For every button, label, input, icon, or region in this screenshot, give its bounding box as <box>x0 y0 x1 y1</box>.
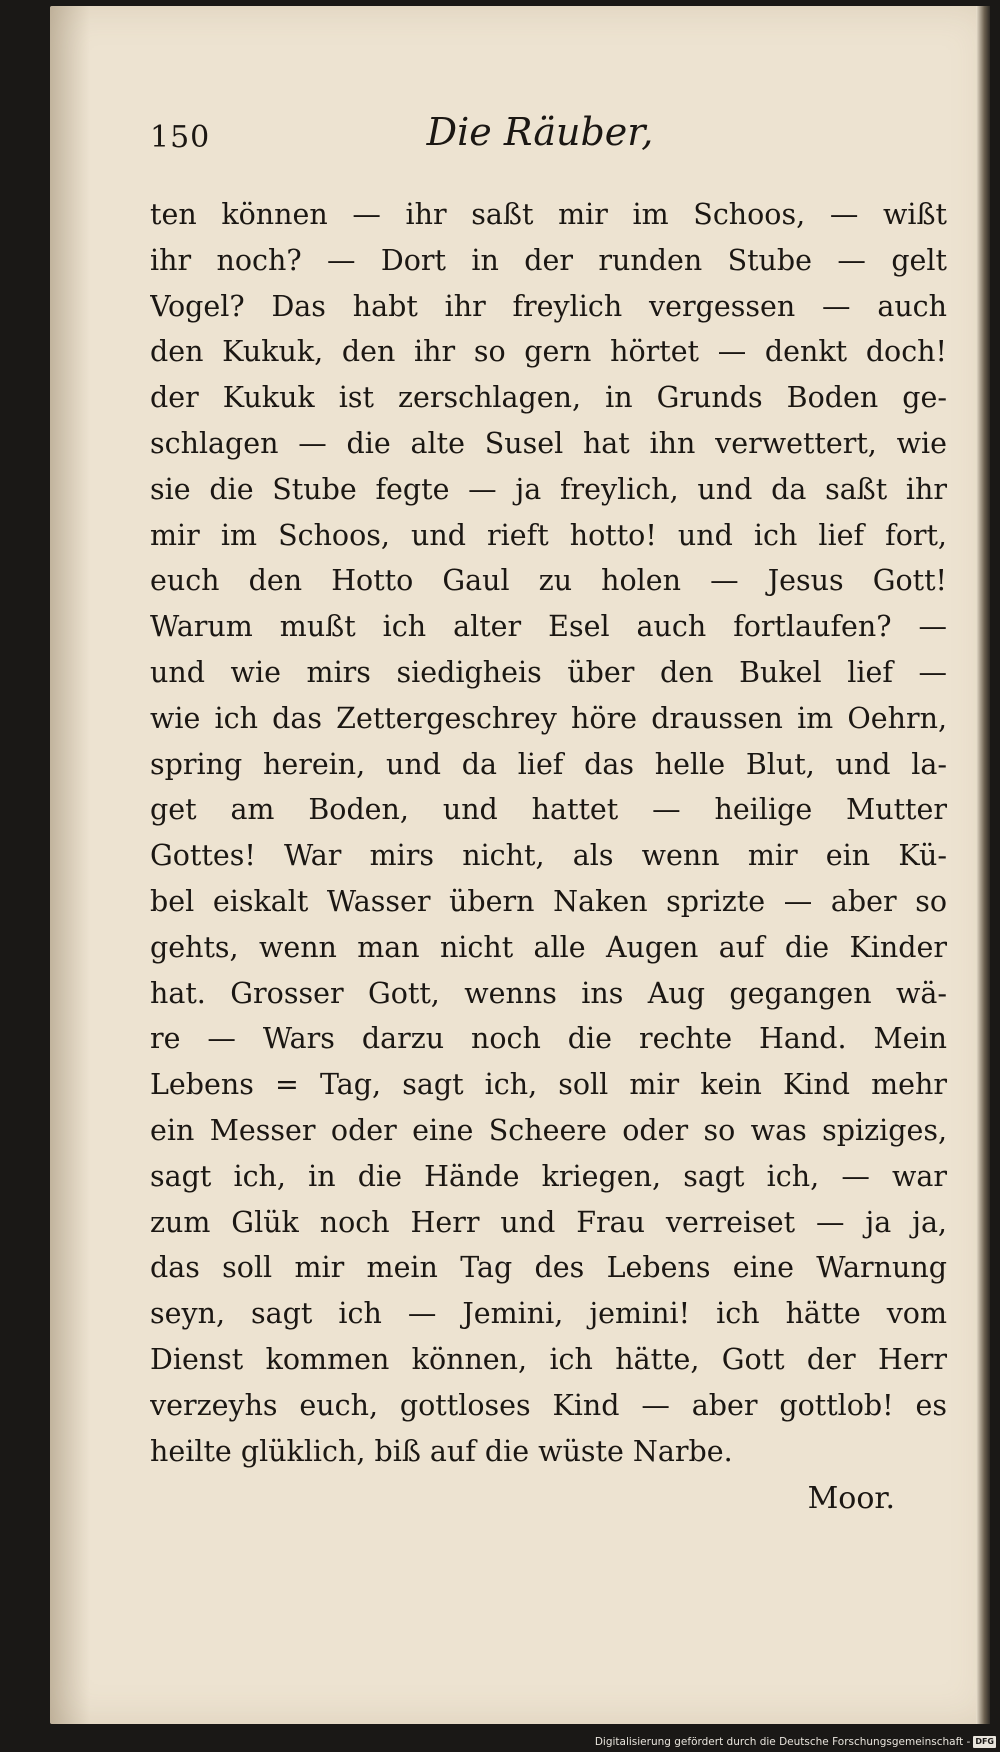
running-title: Die Räuber, <box>426 110 654 154</box>
text-line: den Kukuk, den ihr so gern hörtet — denkt doch! <box>150 335 947 369</box>
text-line: euch den Hotto Gaul zu holen — Jesus Gott! <box>150 564 947 598</box>
catchword: Moor. <box>807 1481 895 1516</box>
gutter-shadow <box>50 6 90 1724</box>
text-line: verzeyhs euch, gottloses Kind — aber gottlob! es <box>150 1388 947 1422</box>
text-line: re — Wars darzu noch die rechte Hand. Mein <box>150 1022 947 1056</box>
credit-text: Digitalisierung gefördert durch die Deutsche Forschungsgemeinschaft - <box>594 1736 971 1748</box>
text-line: der Kukuk ist zerschlagen, in Grunds Boden ge- <box>150 381 947 415</box>
text-line: get am Boden, und hattet — heilige Mutter <box>150 793 947 827</box>
text-line: Gottes! War mirs nicht, als wenn mir ein Kü- <box>150 839 947 873</box>
text-line: Warum mußt ich alter Esel auch fortlaufen? — <box>150 610 947 644</box>
text-line: Vogel? Das habt ihr freylich vergessen — auch <box>150 289 947 323</box>
text-line: zum Glük noch Herr und Frau verreiset — ja ja, <box>150 1205 947 1239</box>
text-line: heilte glüklich, biß auf die wüste Narbe. <box>150 1434 733 1468</box>
text-line: Lebens = Tag, sagt ich, soll mir kein Kind mehr <box>150 1068 947 1102</box>
text-line: hat. Grosser Gott, wenns ins Aug gegangen wä- <box>150 976 947 1010</box>
book-page <box>50 6 990 1724</box>
text-line: und wie mirs siedigheis über den Bukel lief — <box>150 655 947 689</box>
text-line: ten können — ihr saßt mir im Schoos, — wißt <box>150 198 947 231</box>
text-line: spring herein, und da lief das helle Blut, und la- <box>150 747 947 781</box>
text-line: bel eiskalt Wasser übern Naken sprizte — aber so <box>150 884 947 918</box>
text-line: gehts, wenn man nicht alle Augen auf die Kinder <box>150 930 947 964</box>
text-line: sie die Stube fegte — ja freylich, und da saßt ihr <box>150 472 947 506</box>
text-line: wie ich das Zettergeschrey höre draussen im Oehrn, <box>150 701 947 735</box>
text-line: schlagen — die alte Susel hat ihn verwettert, wie <box>150 426 947 460</box>
body-text <box>150 192 947 1474</box>
text-line: ein Messer oder eine Scheere oder so was spiziges, <box>150 1113 947 1147</box>
page-edge <box>976 6 990 1724</box>
text-line: Dienst kommen können, ich hätte, Gott der Herr <box>150 1342 947 1376</box>
text-line: mir im Schoos, und rieft hotto! und ich lief fort, <box>150 518 947 552</box>
page-number: 150 <box>150 120 211 155</box>
text-line: sagt ich, in die Hände kriegen, sagt ich, — war <box>150 1159 947 1193</box>
digitization-credit <box>595 1736 996 1748</box>
text-line: seyn, sagt ich — Jemini, jemini! ich hätte vom <box>150 1297 947 1331</box>
text-line: ihr noch? — Dort in der runden Stube — gelt <box>150 243 947 277</box>
dfg-logo-badge: DFG <box>975 1737 994 1746</box>
text-line: das soll mir mein Tag des Lebens eine Warnung <box>150 1251 947 1285</box>
running-head <box>150 106 930 166</box>
